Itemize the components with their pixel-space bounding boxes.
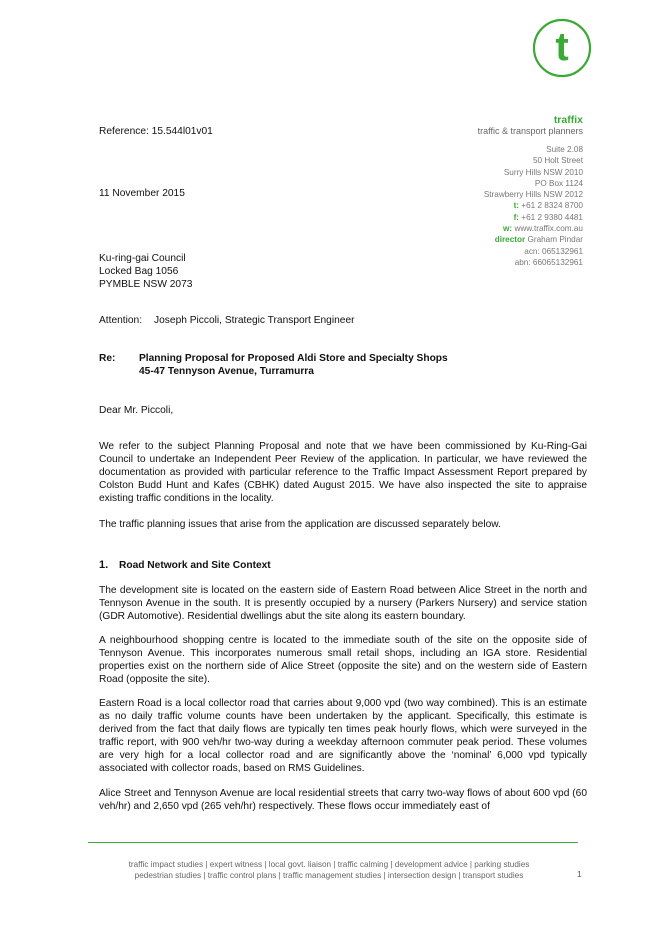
address-line: PO Box 1124 [534,178,583,188]
logo-letter: t [555,25,569,69]
fax-label: f: [513,212,520,222]
traffix-logo-icon [532,18,592,78]
subject-label: Re: [99,353,116,364]
footer-line-2: pedestrian studies | traffic control plans | traffic management studies | intersection design | transport studies [134,871,524,880]
subject-line: Planning Proposal for Proposed Aldi Store and Specialty Shops [139,353,448,364]
subject-block [99,352,448,378]
section-heading [99,559,271,571]
web-label: w: [503,224,513,234]
phone-line [484,200,583,211]
section-title: Road Network and Site Context [119,560,271,571]
company-name: traffix [553,114,583,126]
address-line: 50 Holt Street [532,156,583,166]
subject-line: 45-47 Tennyson Avenue, Turramurra [139,366,314,377]
recipient-line: Ku-ring-gai Council [99,253,186,264]
page-number: 1 [577,869,582,879]
section-number: 1. [99,559,109,571]
letter-date: 11 November 2015 [99,188,185,199]
body-paragraph: We refer to the subject Planning Proposal and note that we have been commissioned by Ku-Ring-Gai Council to undertake an Independent Peer Review of the application. In particular, we have reviewed the documentation as provided with particular reference to the Traffic Impact Assessment Report prepared by Colston Budd Hunt and Kafes (CBHK) dated August 2015. We have also inspected the site to appraise existing traffic conditions in the locality. [99,441,587,504]
footer-line-1: traffic impact studies | expert witness | local govt. liaison | traffic calming | development advice | parking studies [128,860,530,869]
footer-divider [88,842,578,843]
body-paragraph: Alice Street and Tennyson Avenue are local residential streets that carry two-way flows of about 600 vpd (60 veh/hr) and 2,650 vpd (265 veh/hr) respectively. These flows occur immediately east of [99,788,587,812]
recipient-address [99,252,192,291]
director-name: Graham Pindar [527,235,583,245]
director-line [484,234,583,245]
body-paragraph: Eastern Road is a local collector road that carries about 9,000 vpd (two way combined). This is an estimate as no daily traffic volume counts have been undertaken by the applicant. Specifically, this estimate is derived from the fact that daily flows are typically ten times peak hourly flows, which were surveyed in the traffic report, with 900 veh/hr two-way during a weekday afternoon commuter peak period. These volumes are very high for a local collector road and are significantly above the ‘nominal’ 6,000 vpd typically associated with collector roads, based on RMS Guidelines. [99,698,587,774]
address-line: Surry Hills NSW 2010 [503,167,583,177]
acn-line: acn: 065132961 [524,246,583,256]
recipient-line: PYMBLE NSW 2073 [99,279,193,290]
footer-services [108,859,550,881]
web-line [484,223,583,234]
company-block [478,114,583,137]
phone-label: t: [513,201,520,211]
body-paragraph: The traffic planning issues that arise from the application are discussed separately below. [99,519,501,530]
phone-number: +61 2 8324 8700 [521,201,583,211]
recipient-line: Locked Bag 1056 [99,266,179,277]
abn-line: abn: 66065132961 [514,257,583,267]
reference: Reference: 15.544l01v01 [99,126,213,137]
web-address: www.traffix.com.au [514,224,583,234]
attention-line [99,315,355,326]
salutation: Dear Mr. Piccoli, [99,405,174,416]
attention-label: Attention: [99,315,143,326]
attention-name: Joseph Piccoli, Strategic Transport Engineer [154,315,355,326]
fax-line [484,212,583,223]
body-paragraph: The development site is located on the eastern side of Eastern Road between Alice Street in the north and Tennyson Avenue in the south. It is presently occupied by a nursery (Parkers Nursery) and service station (GDR Automotive). Residential dwellings abut the site along its eastern boundary. [99,585,587,622]
company-address [484,144,583,268]
director-label: director [494,235,526,245]
body-paragraph: A neighbourhood shopping centre is located to the immediate south of the site on the opposite side of Tennyson Avenue. This incorporates numerous small retail shops, including an IGA store. Residential properties exist on the northern side of Alice Street (opposite the site) and on the western side of Eastern Road (opposite the site). [99,635,587,685]
fax-number: +61 2 9380 4481 [521,212,583,222]
company-tagline: traffic & transport planners [477,126,583,136]
address-line: Strawberry Hills NSW 2012 [483,190,583,200]
address-line: Suite 2.08 [546,145,583,154]
